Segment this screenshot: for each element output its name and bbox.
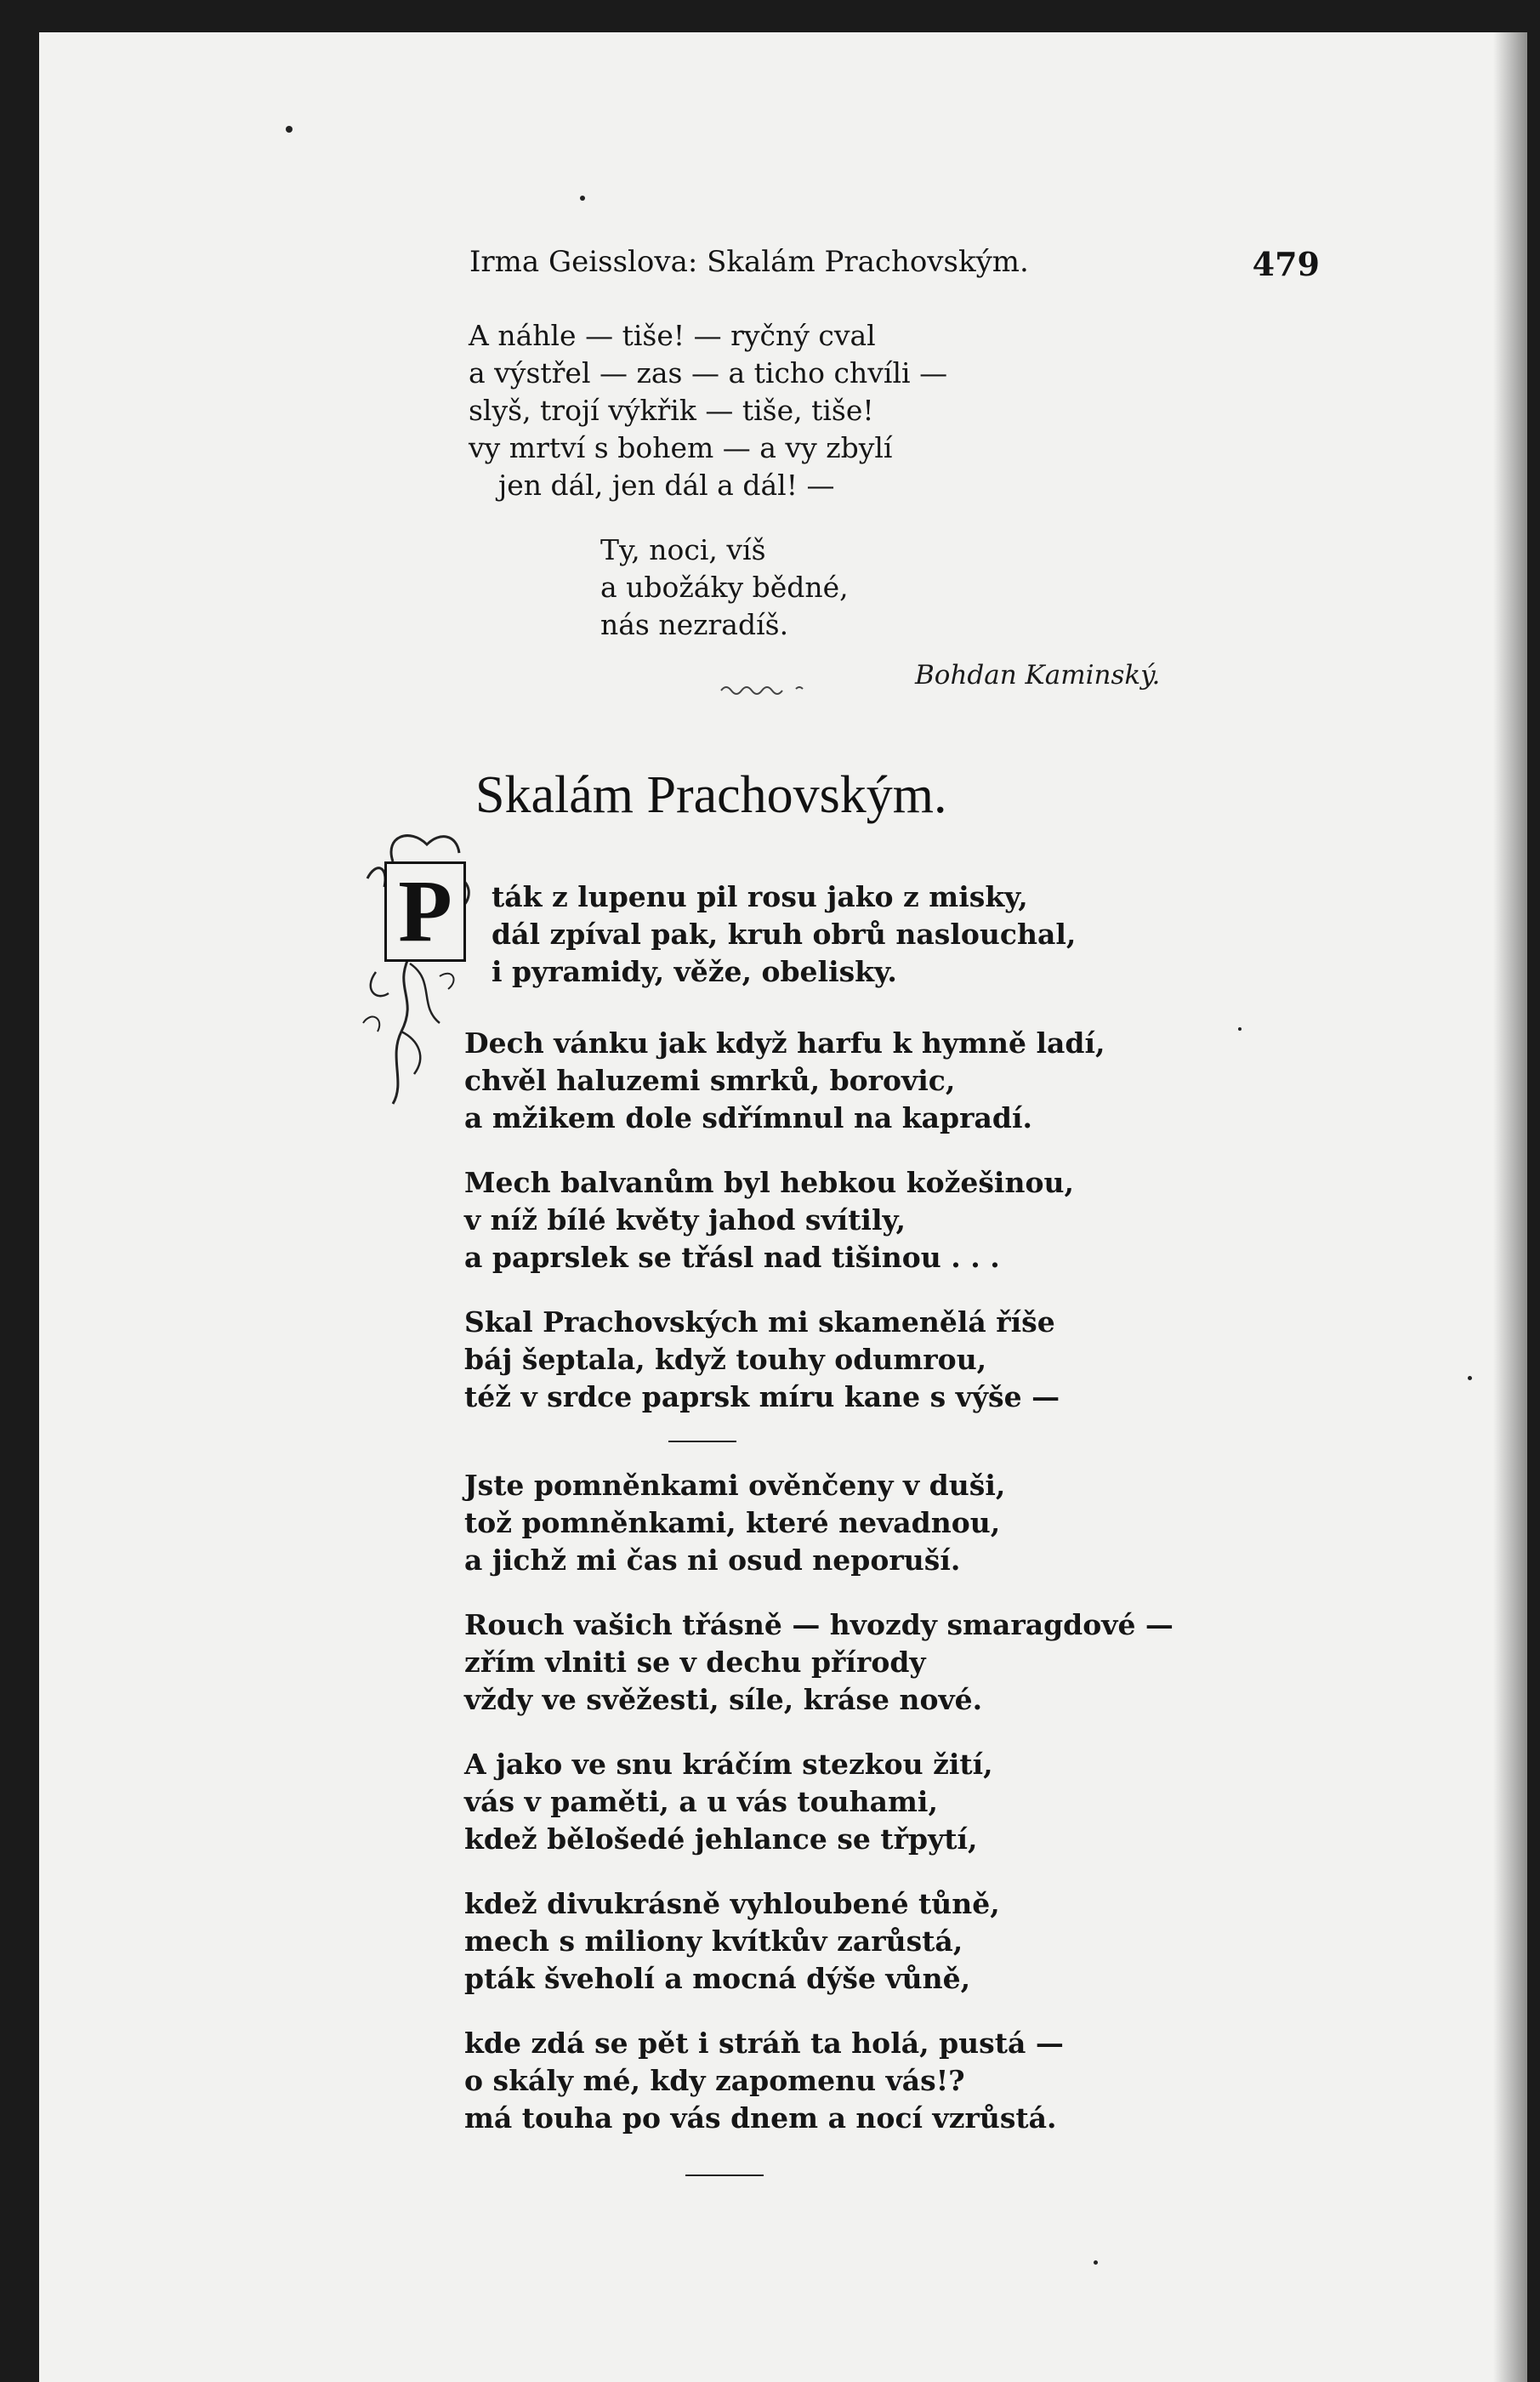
initial-letter: P	[384, 861, 466, 962]
verse-line: a paprslek se třásl nad tišinou . . .	[464, 1241, 1000, 1274]
verse-line: i pyramidy, věže, obelisky.	[492, 955, 897, 988]
verse-line: kdež divukrásně vyhloubené tůně,	[464, 1887, 1000, 1920]
book-page	[39, 32, 1527, 2382]
verse-line: zřím vlniti se v dechu přírody	[464, 1646, 926, 1679]
verse-line: vy mrtví s bohem — a vy zbylí	[469, 431, 893, 464]
ink-speck	[1468, 1376, 1472, 1380]
decorative-initial	[359, 827, 478, 1108]
verse-line: vždy ve svěžesti, síle, kráse nové.	[464, 1683, 983, 1716]
verse-line: Dech vánku jak když harfu k hymně ladí,	[464, 1026, 1105, 1060]
ink-speck	[286, 126, 293, 133]
stanza-divider	[668, 1441, 736, 1442]
ornament-squiggle-icon	[719, 680, 821, 697]
page-header	[469, 245, 1320, 296]
verse-line: báj šeptala, když touhy odumrou,	[464, 1343, 987, 1376]
verse-line: A náhle — tiše! — ryčný cval	[469, 319, 876, 352]
verse-line: nás nezradíš.	[600, 608, 789, 641]
page-number: 479	[1252, 245, 1320, 283]
verse-line: Mech balvanům byl hebkou kožešinou,	[464, 1166, 1074, 1199]
verse-line: Ty, noci, víš	[600, 533, 766, 566]
verse-line: Jste pomněnkami ověnčeny v duši,	[464, 1469, 1006, 1502]
verse-line: v níž bílé květy jahod svítily,	[464, 1203, 906, 1236]
author-signature: Bohdan Kaminský.	[915, 660, 1161, 691]
verse-line: a ubožáky bědné,	[600, 571, 849, 604]
verse-line: jen dál, jen dál a dál! —	[498, 469, 835, 502]
verse-line: a jichž mi čas ni osud neporuší.	[464, 1543, 961, 1577]
verse-line: dál zpíval pak, kruh obrů naslouchal,	[492, 918, 1077, 951]
verse-line: slyš, trojí výkřik — tiše, tiše!	[469, 394, 874, 427]
poem-title: Skalám Prachovským.	[475, 766, 947, 824]
verse-line: pták šveholí a mocná dýše vůně,	[464, 1962, 971, 1995]
running-head: Irma Geisslova: Skalám Prachovským.	[469, 245, 1029, 279]
ink-speck	[1094, 2260, 1098, 2265]
verse-line: ták z lupenu pil rosu jako z misky,	[492, 880, 1028, 913]
verse-line: vás v paměti, a u vás touhami,	[464, 1785, 938, 1818]
verse-line: má touha po vás dnem a nocí vzrůstá.	[464, 2101, 1057, 2135]
verse-line: kdež bělošedé jehlance se třpytí,	[464, 1822, 978, 1856]
verse-line: Skal Prachovských mi skamenělá říše	[464, 1305, 1055, 1339]
end-divider	[685, 2174, 764, 2176]
verse-line: též v srdce paprsk míru kane s výše —	[464, 1380, 1060, 1413]
verse-line: kde zdá se pět i stráň ta holá, pustá —	[464, 2027, 1064, 2060]
ink-speck	[580, 196, 585, 201]
verse-line: Rouch vašich třásně — hvozdy smaragdové —	[464, 1608, 1173, 1641]
verse-line: A jako ve snu kráčím stezkou žití,	[464, 1748, 993, 1781]
ink-speck	[1238, 1027, 1242, 1031]
verse-line: a mžikem dole sdřímnul na kapradí.	[464, 1101, 1032, 1134]
verse-line: o skály mé, kdy zapomenu vás!?	[464, 2064, 965, 2097]
verse-line: chvěl haluzemi smrků, borovic,	[464, 1064, 956, 1097]
verse-line: tož pomněnkami, které nevadnou,	[464, 1506, 1001, 1539]
verse-line: mech s miliony kvítkův zarůstá,	[464, 1924, 963, 1958]
verse-line: a výstřel — zas — a ticho chvíli —	[469, 356, 948, 389]
